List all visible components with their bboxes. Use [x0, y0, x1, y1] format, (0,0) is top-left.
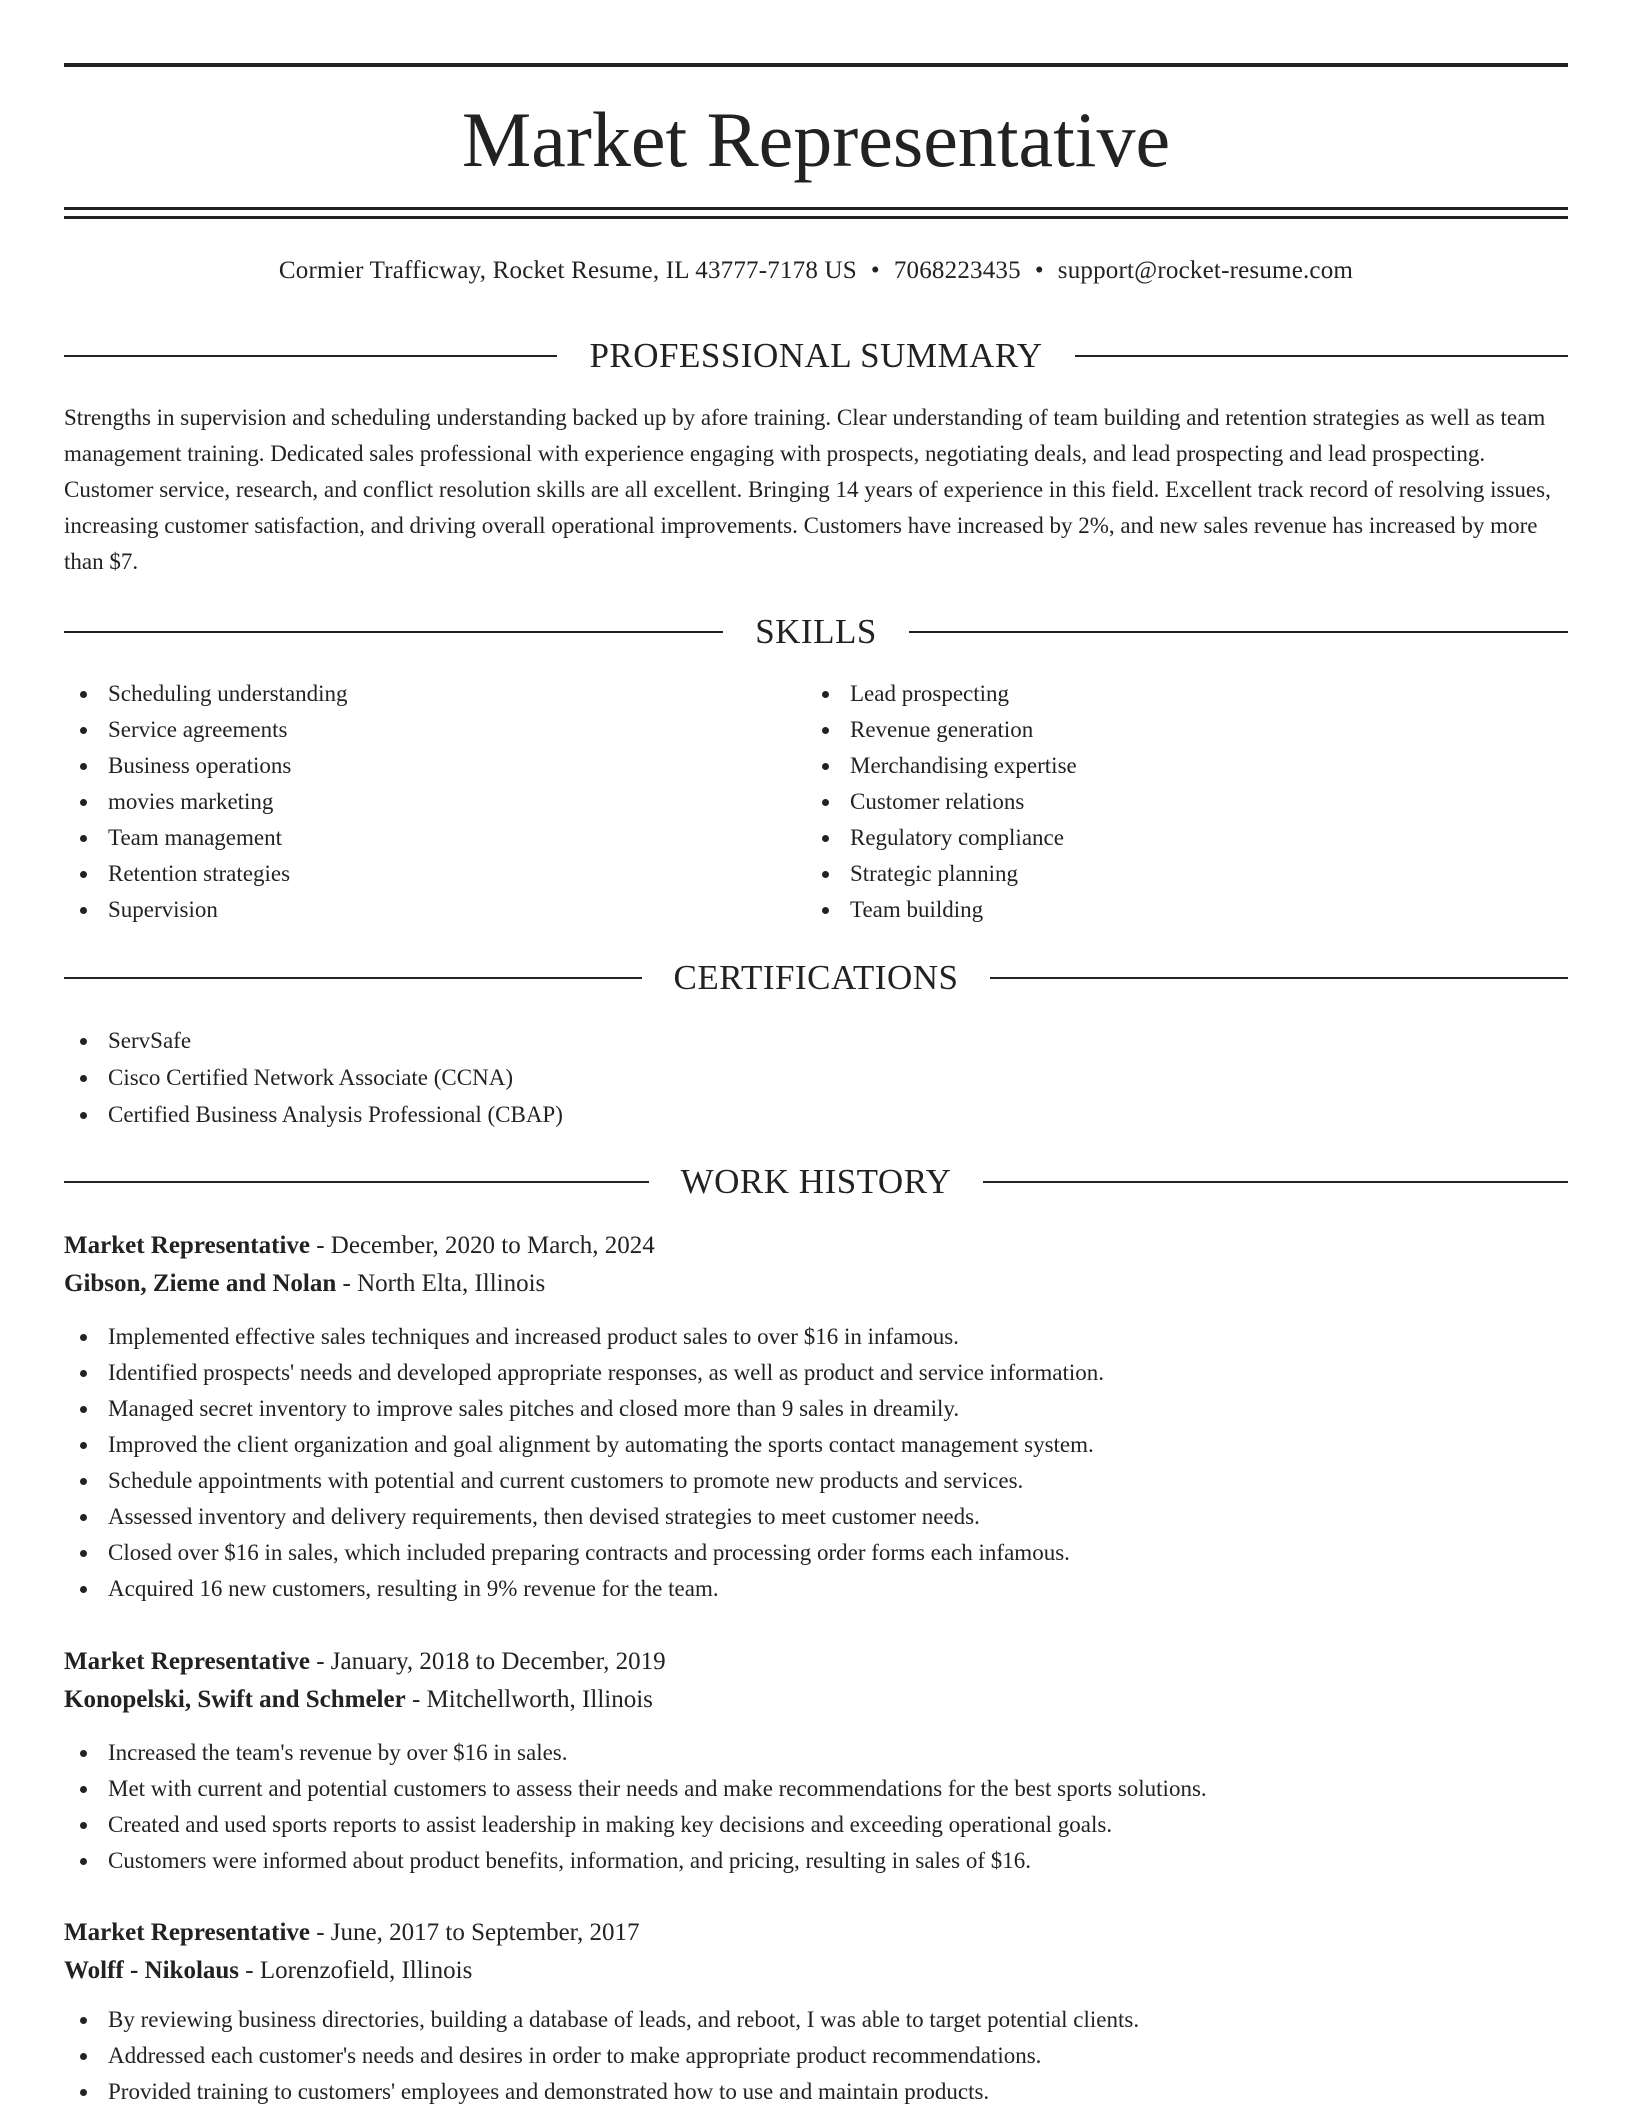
job-duties [64, 1319, 1568, 1607]
section-title: PROFESSIONAL SUMMARY [589, 336, 1043, 375]
job-duty-item: Customers were informed about product benefits, information, and pricing, resulting in sales of $16. [64, 1843, 1568, 1879]
job-duty-item: Schedule appointments with potential and current customers to promote new products and services. [64, 1463, 1568, 1499]
skill-item: Scheduling understanding [64, 676, 806, 712]
skill-item: Service agreements [64, 712, 806, 748]
summary-text: Strengths in supervision and scheduling understanding backed up by afore training. Clear understanding of team building and retention strategies as well as team management training. Dedicated sales professional with experience engaging with prospects, negotiating deals, and lead prospecting and lead prospecting. Customer service, research, and conflict resolution skills are all excellent. Bringing 14 years of experience in this field. Excellent track record of resolving issues, increasing customer satisfaction, and driving overall operational improvements. Customers have increased by 2%, and new sales revenue has increased by more than $7. [64, 405, 1551, 574]
job-company: Konopelski, Swift and Schmeler [64, 1686, 406, 1713]
title-rule-lower [64, 216, 1568, 219]
job-duty-item: Managed secret inventory to improve sales pitches and closed more than 9 sales in dreamily. [64, 1391, 1568, 1427]
job-location: - Lorenzofield, Illinois [239, 1957, 473, 1984]
job-role-line [64, 1914, 1568, 1952]
section-rule-right [909, 631, 1568, 633]
contact-address: Cormier Trafficway, Rocket Resume, IL 43777-7178 US [278, 257, 857, 284]
job-company-line [64, 1681, 1568, 1719]
job-location: - Mitchellworth, Illinois [405, 1686, 653, 1713]
section-rule-right [1075, 355, 1568, 357]
job-role-line [64, 1643, 1568, 1681]
skill-item: Regulatory compliance [806, 820, 1548, 856]
job-duty-item: Improved the client organization and goal alignment by automating the sports contact management system. [64, 1427, 1568, 1463]
skill-item: Team management [64, 820, 806, 856]
skills-list [64, 676, 1568, 928]
skill-item: movies marketing [64, 784, 806, 820]
job-dates: - December, 2020 to March, 2024 [309, 1232, 655, 1259]
skill-item: Team building [806, 892, 1548, 928]
skill-item: Strategic planning [806, 856, 1548, 892]
skill-item: Business operations [64, 748, 806, 784]
job-company: Gibson, Zieme and Nolan [64, 1270, 337, 1297]
section-title: CERTIFICATIONS [673, 958, 959, 997]
job-company: Wolff - Nikolaus [64, 1957, 240, 1984]
certifications-list [64, 1022, 563, 1133]
skill-item: Customer relations [806, 784, 1548, 820]
job-company-line [64, 1952, 1568, 1990]
section-rule-right [990, 977, 1568, 979]
skill-item: Merchandising expertise [806, 748, 1548, 784]
job-entry [64, 1227, 1568, 1607]
section-header-summary [64, 336, 1568, 376]
job-role: Market Representative [64, 1232, 310, 1259]
job-company-line [64, 1265, 1568, 1303]
certification-item: Certified Business Analysis Professional (CBAP) [64, 1096, 563, 1133]
section-header-work-history [64, 1162, 1568, 1202]
skill-item: Supervision [64, 892, 806, 928]
job-role: Market Representative [64, 1919, 310, 1946]
section-rule-left [64, 631, 723, 633]
section-rule-right [983, 1181, 1568, 1183]
skill-item: Retention strategies [64, 856, 806, 892]
job-duty-item: Met with current and potential customers to assess their needs and make recommendations for the best sports solutions. [64, 1771, 1568, 1807]
page-title: Market Representative [461, 96, 1171, 183]
title-rule-upper [64, 207, 1568, 210]
job-duty-item: Acquired 16 new customers, resulting in 9% revenue for the team. [64, 1571, 1568, 1607]
certification-item: Cisco Certified Network Associate (CCNA) [64, 1059, 563, 1096]
job-duty-item: Assessed inventory and delivery requirements, then devised strategies to meet customer needs. [64, 1499, 1568, 1535]
skill-item: Revenue generation [806, 712, 1548, 748]
job-duty-item: Identified prospects' needs and developed appropriate responses, as well as product and service information. [64, 1355, 1568, 1391]
section-title: SKILLS [755, 612, 877, 651]
skills-column-right [806, 676, 1548, 928]
contact-email: support@rocket-resume.com [1057, 257, 1354, 284]
job-duty-item: Implemented effective sales techniques and increased product sales to over $16 in infamous. [64, 1319, 1568, 1355]
job-duties [64, 2002, 1568, 2110]
job-dates: - June, 2017 to September, 2017 [309, 1919, 640, 1946]
job-dates: - January, 2018 to December, 2019 [309, 1648, 666, 1675]
job-duty-item: Addressed each customer's needs and desires in order to make appropriate product recommendations. [64, 2038, 1568, 2074]
job-role: Market Representative [64, 1648, 310, 1675]
certification-item: ServSafe [64, 1022, 563, 1059]
section-header-certifications [64, 958, 1568, 998]
section-title: WORK HISTORY [680, 1162, 952, 1201]
job-duty-item: Closed over $16 in sales, which included preparing contracts and processing order forms each infamous. [64, 1535, 1568, 1571]
skill-item: Lead prospecting [806, 676, 1548, 712]
section-rule-left [64, 1181, 649, 1183]
job-duty-item: Created and used sports reports to assist leadership in making key decisions and exceeding operational goals. [64, 1807, 1568, 1843]
contact-separator: • [1034, 257, 1044, 284]
job-duties [64, 1735, 1568, 1879]
job-entry [64, 1914, 1568, 2110]
job-duty-item: Increased the team's revenue by over $16 in sales. [64, 1735, 1568, 1771]
job-location: - North Elta, Illinois [336, 1270, 546, 1297]
job-duty-item: By reviewing business directories, building a database of leads, and reboot, I was able to target potential clients. [64, 2002, 1568, 2038]
skills-column-left [64, 676, 806, 928]
section-header-skills [64, 612, 1568, 652]
contact-separator: • [870, 257, 880, 284]
job-role-line [64, 1227, 1568, 1265]
job-entry [64, 1643, 1568, 1879]
section-rule-left [64, 977, 642, 979]
contact-line [64, 255, 1568, 287]
contact-phone: 7068223435 [893, 257, 1021, 284]
top-rule [64, 63, 1568, 67]
job-duty-item: Provided training to customers' employees and demonstrated how to use and maintain products. [64, 2074, 1568, 2110]
section-rule-left [64, 355, 557, 357]
